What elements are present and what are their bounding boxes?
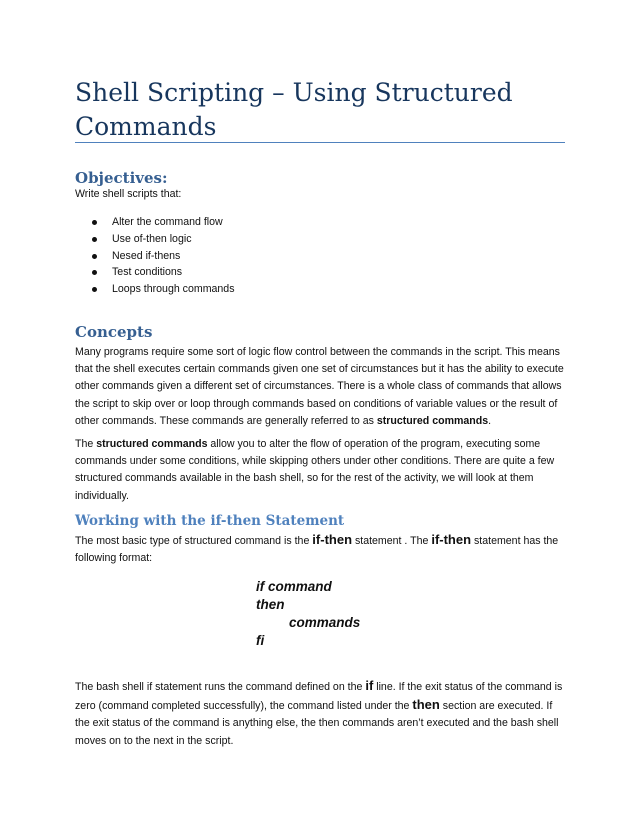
concepts-paragraph-2: The structured commands allow you to alter the flow of operation of the program, executing some commands under some conditions, while skipping others under other conditions. There are quite a few structured commands available in the bash shell, so for the rest of the activity, we will look at them individually. bbox=[75, 438, 555, 502]
code-line-fi: fi bbox=[256, 633, 265, 648]
concepts-heading: Concepts bbox=[75, 323, 153, 341]
objectives-intro: Write shell scripts that: bbox=[75, 188, 182, 200]
if-then-paragraph-1: The most basic type of structured command is the if-then statement . The if-then statement has the following format: bbox=[75, 532, 559, 565]
bullet-icon bbox=[92, 270, 97, 275]
concepts-paragraph-1: Many programs require some sort of logic flow control between the commands in the script. This means that the shell executes certain commands given one set of circumstances but it has the ability to execute other commands given a different set of circumstances. There is a whole class of commands that allows the script to skip over or loop through commands based on conditions of variable values or the result of other commands. These commands are generally referred to as structured commands. bbox=[75, 346, 564, 427]
objectives-heading: Objectives: bbox=[75, 169, 168, 187]
list-item: Loops through commands bbox=[75, 281, 235, 298]
code-line-if: if command bbox=[256, 579, 332, 594]
document-title: Shell Scripting – Using Structured Commands bbox=[75, 78, 513, 141]
code-line-then: then bbox=[256, 597, 285, 612]
bullet-icon bbox=[92, 237, 97, 242]
list-item: Use of-then logic bbox=[75, 231, 235, 248]
list-item: Test conditions bbox=[75, 264, 235, 281]
list-item: Alter the command flow bbox=[75, 214, 235, 231]
objectives-list bbox=[75, 214, 235, 298]
code-line-commands: commands bbox=[289, 615, 361, 630]
bullet-icon bbox=[92, 287, 97, 292]
list-item: Nesed if-thens bbox=[75, 248, 235, 265]
bullet-icon bbox=[92, 254, 97, 259]
title-underline bbox=[75, 142, 565, 143]
if-then-paragraph-2: The bash shell if statement runs the command defined on the if line. If the exit status of the command is zero (command completed successfully), the command listed under the then section are executed. If the exit status of the command is anything else, the then commands aren’t executed and the bash shell moves on to the next in the script. bbox=[75, 678, 563, 747]
bullet-icon bbox=[92, 220, 97, 225]
if-then-heading: Working with the if-then Statement bbox=[75, 513, 345, 529]
